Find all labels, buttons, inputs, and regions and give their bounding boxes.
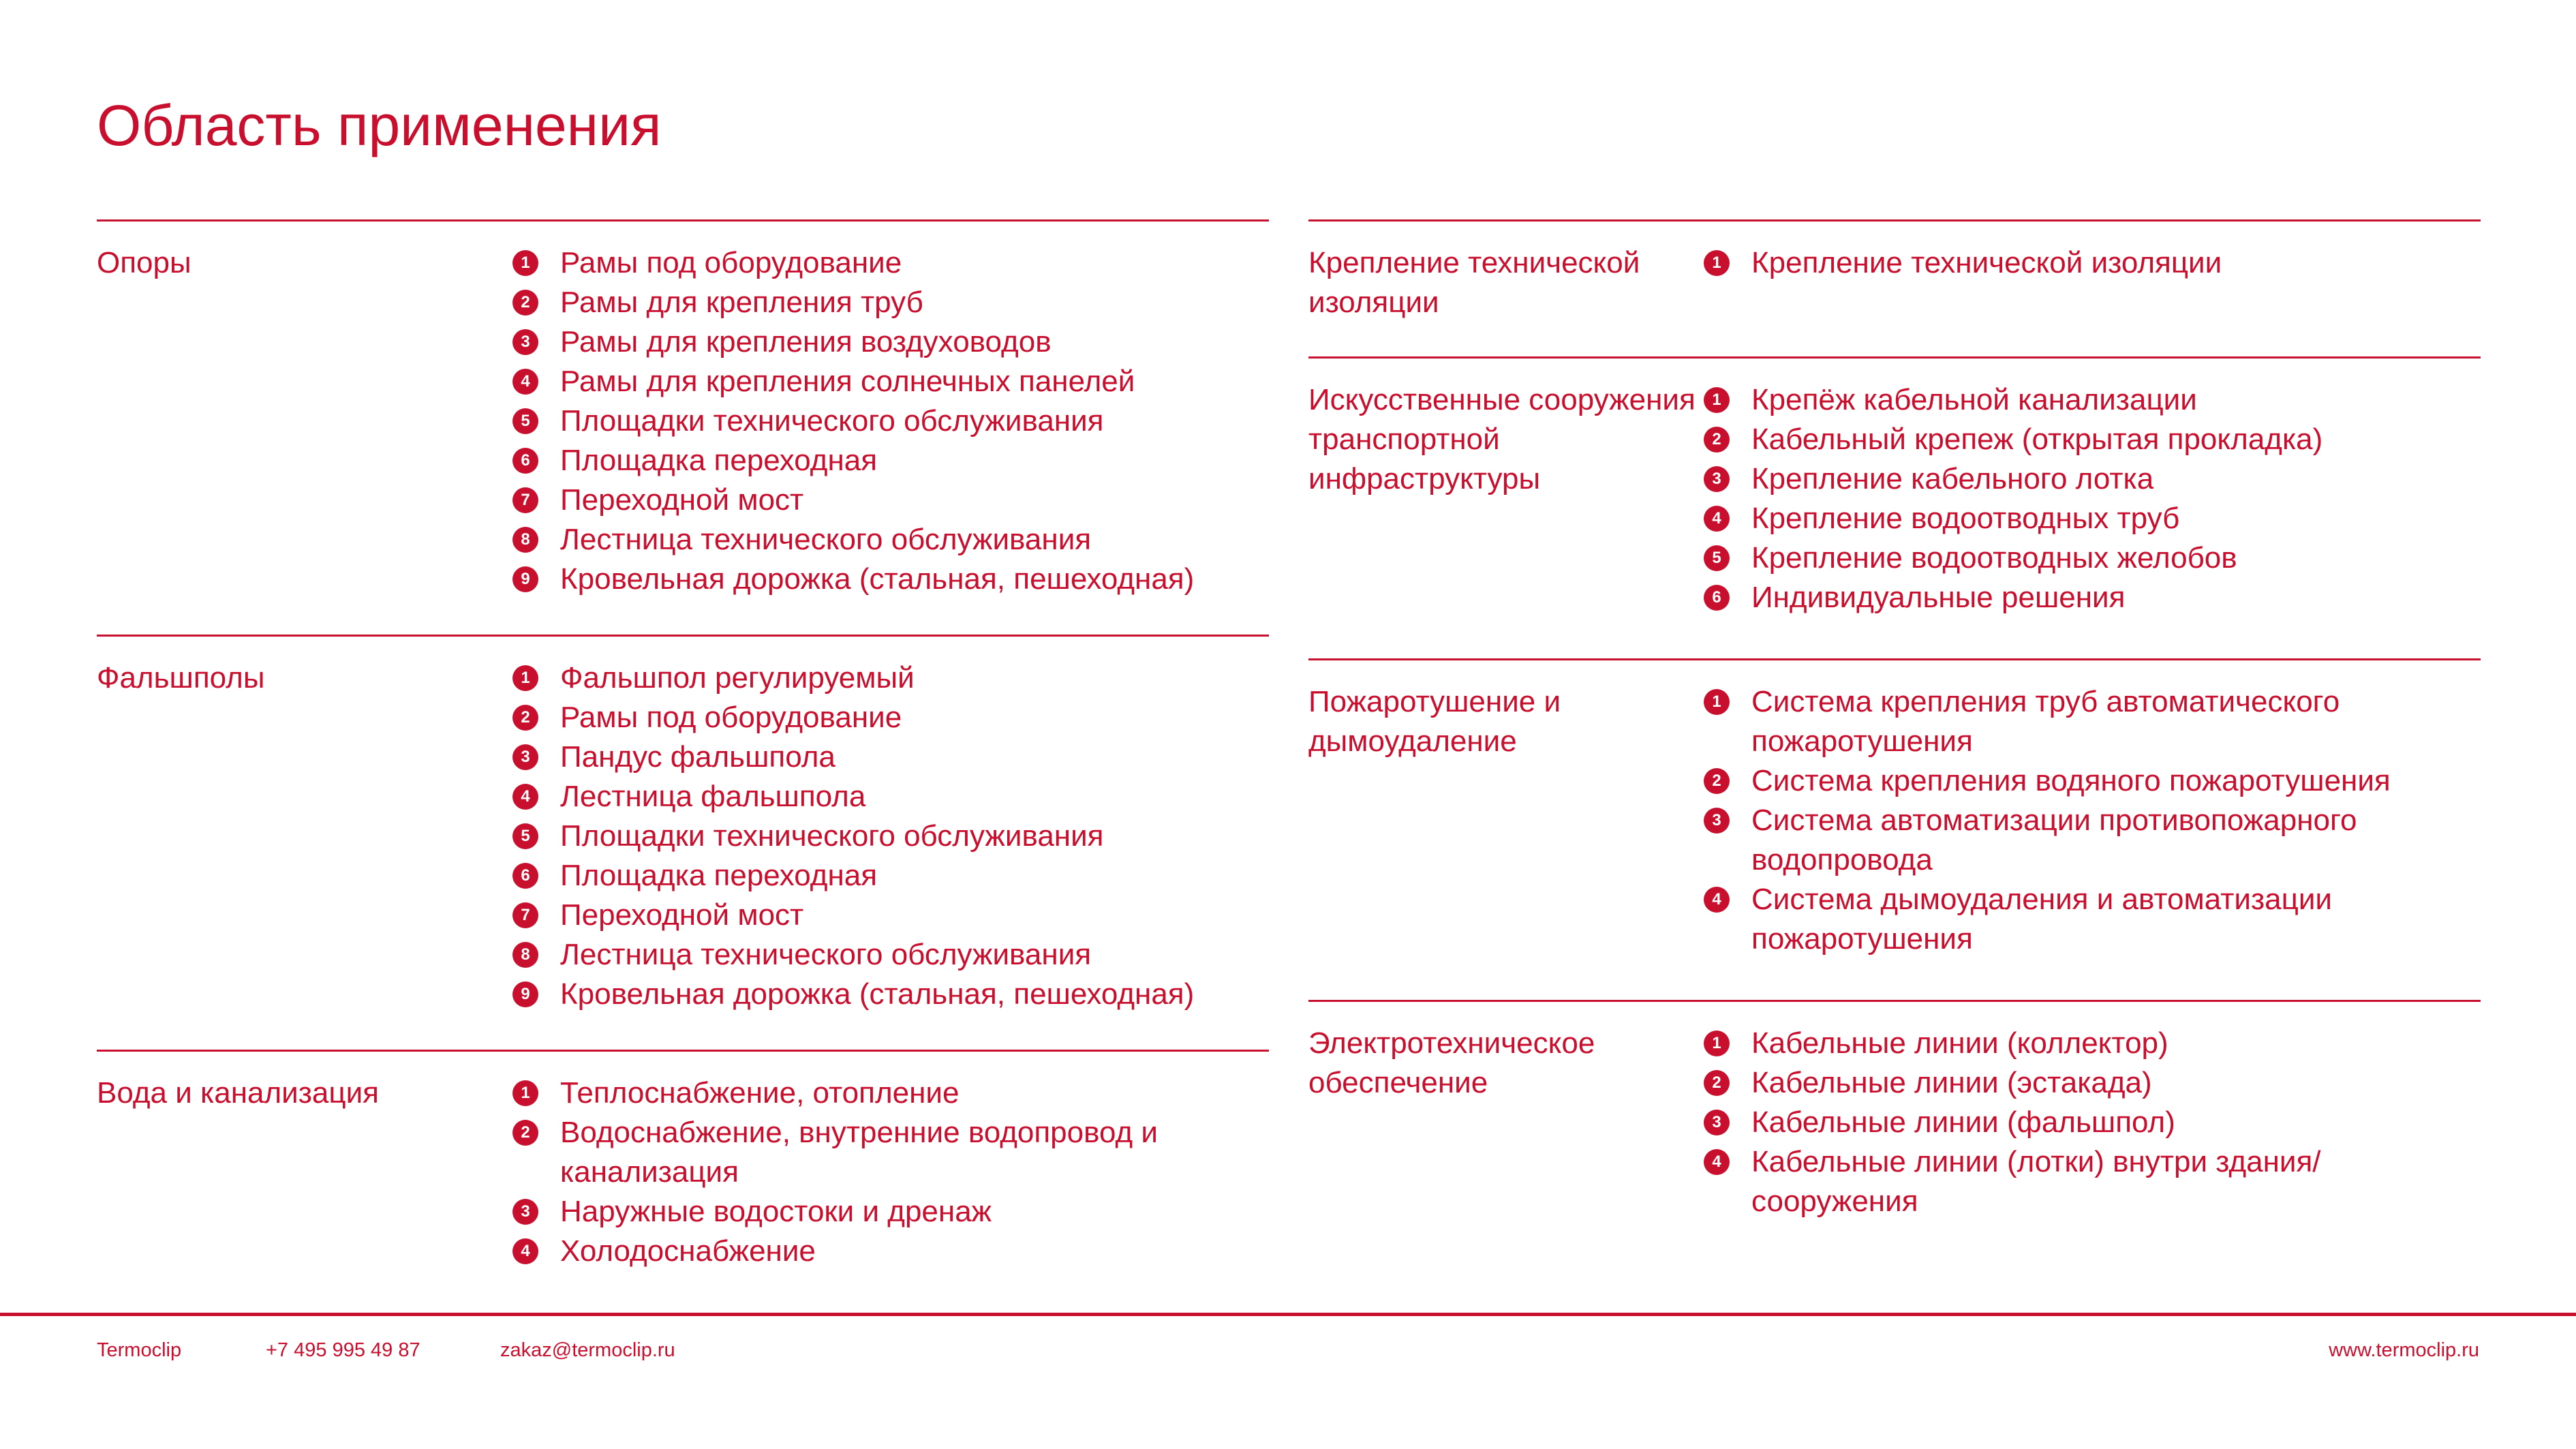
item-text: Крепёж кабельной канализации (1751, 383, 2197, 416)
item-text: Кровельная дорожка (стальная, пешеходная) (560, 562, 1195, 596)
list-item (512, 777, 1269, 817)
list-item (512, 481, 1269, 520)
number-badge: 4 (512, 369, 538, 395)
number-badge: 5 (512, 823, 538, 849)
list-item (1704, 459, 2481, 499)
number-badge: 3 (1704, 466, 1730, 492)
item-text: Крепление водоотводных желобов (1751, 541, 2237, 575)
item-text: Рамы под оборудование (560, 701, 902, 734)
section-title: Опоры (97, 246, 191, 279)
item-list (512, 1073, 1269, 1271)
number-badge: 4 (512, 1238, 538, 1264)
list-item (1704, 420, 2481, 459)
number-badge: 2 (1704, 1070, 1730, 1096)
item-text: Лестница технического обслуживания (560, 523, 1092, 556)
item-text: Наружные водостоки и дренаж (560, 1195, 992, 1228)
number-badge: 5 (1704, 545, 1730, 571)
item-text: Индивидуальные решения (1751, 581, 2126, 614)
list-item (1704, 1063, 2481, 1103)
left-column (97, 219, 1269, 1271)
section-electrical (1308, 1000, 2481, 1221)
item-text: Переходной мост (560, 898, 804, 932)
number-badge: 6 (512, 863, 538, 889)
list-item (512, 362, 1269, 401)
item-text: Площадка переходная (560, 444, 878, 477)
list-item (1704, 1103, 2481, 1142)
list-item (512, 560, 1269, 599)
number-badge: 1 (1704, 689, 1730, 715)
number-badge: 4 (1704, 887, 1730, 913)
list-item (1704, 380, 2481, 420)
list-item (1704, 880, 2481, 959)
item-text: Площадки технического обслуживания (560, 404, 1104, 438)
number-badge: 1 (512, 1080, 538, 1106)
item-text: Холодоснабжение (560, 1234, 816, 1268)
section-title: Электротехническое обеспечение (1308, 1026, 1595, 1099)
footer-website[interactable]: www.termoclip.ru (2329, 1339, 2479, 1361)
number-badge: 8 (512, 942, 538, 968)
list-item (512, 243, 1269, 283)
number-badge: 3 (512, 329, 538, 355)
number-badge: 4 (512, 784, 538, 810)
item-list (1704, 682, 2481, 1000)
section-supports (97, 219, 1269, 635)
item-text: Теплоснабжение, отопление (560, 1076, 960, 1110)
footer (0, 1313, 2576, 1361)
number-badge: 3 (1704, 808, 1730, 834)
footer-email[interactable]: zakaz@termoclip.ru (500, 1339, 675, 1361)
page-title: Область применения (97, 93, 662, 157)
footer-brand: Termoclip (97, 1339, 182, 1361)
section-title: Вода и канализация (97, 1076, 379, 1110)
section-raised-floors (97, 635, 1269, 1050)
list-item (512, 856, 1269, 896)
number-badge: 7 (512, 487, 538, 513)
list-item (1704, 682, 2481, 761)
item-list (1704, 243, 2481, 356)
list-item (512, 896, 1269, 935)
number-badge: 7 (512, 902, 538, 928)
section-transport-infrastructure (1308, 356, 2481, 658)
number-badge: 6 (512, 448, 538, 474)
number-badge: 2 (512, 290, 538, 316)
list-item (1704, 1024, 2481, 1063)
list-item (1704, 499, 2481, 538)
number-badge: 2 (1704, 427, 1730, 453)
number-badge: 5 (512, 408, 538, 434)
list-item (512, 737, 1269, 777)
number-badge: 1 (1704, 250, 1730, 276)
item-text: Система крепления водяного пожаротушения (1751, 764, 2391, 797)
list-item (512, 441, 1269, 481)
number-badge: 6 (1704, 585, 1730, 611)
list-item (512, 1113, 1269, 1192)
item-text: Переходной мост (560, 483, 804, 517)
list-item (512, 401, 1269, 441)
list-item (512, 658, 1269, 698)
list-item (1704, 1142, 2481, 1221)
item-text: Лестница технического обслуживания (560, 938, 1092, 971)
item-list (1704, 380, 2481, 658)
item-text: Кабельные линии (эстакада) (1751, 1066, 2152, 1099)
number-badge: 9 (512, 566, 538, 592)
item-text: Кабельные линии (коллектор) (1751, 1026, 2168, 1060)
section-title: Фальшполы (97, 661, 265, 695)
item-text: Кабельные линии (фальшпол) (1751, 1105, 2175, 1139)
list-item (1704, 801, 2481, 880)
list-item (512, 322, 1269, 362)
footer-phone[interactable]: +7 495 995 49 87 (266, 1339, 420, 1361)
section-thermal-insulation (1308, 219, 2481, 356)
list-item (512, 1073, 1269, 1113)
number-badge: 1 (512, 250, 538, 276)
list-item (512, 1192, 1269, 1232)
number-badge: 3 (512, 1199, 538, 1225)
list-item (512, 283, 1269, 322)
list-item (512, 817, 1269, 856)
number-badge: 1 (512, 665, 538, 691)
item-text: Крепление кабельного лотка (1751, 462, 2154, 495)
section-fire-smoke (1308, 658, 2481, 1000)
item-text: Пандус фальшпола (560, 740, 835, 774)
list-item (1704, 243, 2481, 283)
item-text: Кровельная дорожка (стальная, пешеходная) (560, 977, 1195, 1011)
number-badge: 3 (1704, 1110, 1730, 1135)
item-text: Кабельные линии (лотки) внутри здания/ сооружения (1751, 1145, 2321, 1218)
number-badge: 3 (512, 744, 538, 770)
list-item (512, 1232, 1269, 1271)
item-text: Рамы для крепления солнечных панелей (560, 365, 1135, 398)
item-text: Система автоматизации противопожарного водопровода (1751, 804, 2357, 876)
item-text: Крепление водоотводных труб (1751, 502, 2180, 535)
item-text: Водоснабжение, внутренние водопровод и канализация (560, 1116, 1158, 1189)
list-item (512, 520, 1269, 560)
item-text: Фальшпол регулируемый (560, 661, 915, 695)
item-text: Система крепления труб автоматического пожаротушения (1751, 685, 2340, 758)
item-text: Рамы под оборудование (560, 246, 902, 279)
item-text: Площадка переходная (560, 859, 878, 892)
item-text: Лестница фальшпола (560, 780, 866, 813)
list-item (512, 935, 1269, 975)
number-badge: 2 (512, 1120, 538, 1146)
number-badge: 4 (1704, 506, 1730, 532)
section-title: Крепление технической изоляции (1308, 246, 1640, 319)
number-badge: 9 (512, 981, 538, 1007)
item-text: Кабельный крепеж (открытая прокладка) (1751, 423, 2323, 456)
number-badge: 1 (1704, 1031, 1730, 1056)
number-badge: 2 (1704, 768, 1730, 794)
number-badge: 4 (1704, 1149, 1730, 1175)
section-title: Искусственные сооружения транспортной инфраструктуры (1308, 383, 1696, 495)
right-column (1308, 219, 2481, 1221)
number-badge: 2 (512, 705, 538, 731)
item-list (1704, 1024, 2481, 1221)
item-text: Рамы для крепления воздуховодов (560, 325, 1052, 359)
item-text: Площадки технического обслуживания (560, 819, 1104, 853)
item-text: Рамы для крепления труб (560, 286, 923, 319)
number-badge: 1 (1704, 387, 1730, 413)
item-text: Крепление технической изоляции (1751, 246, 2222, 279)
list-item (1704, 578, 2481, 617)
item-list (512, 658, 1269, 1050)
number-badge: 8 (512, 527, 538, 553)
section-water-sewerage (97, 1050, 1269, 1271)
section-title: Пожаротушение и дымоудаление (1308, 685, 1561, 758)
list-item (512, 975, 1269, 1014)
list-item (1704, 538, 2481, 578)
list-item (512, 698, 1269, 737)
item-list (512, 243, 1269, 635)
item-text: Система дымоудаления и автоматизации пожаротушения (1751, 883, 2333, 956)
list-item (1704, 761, 2481, 801)
